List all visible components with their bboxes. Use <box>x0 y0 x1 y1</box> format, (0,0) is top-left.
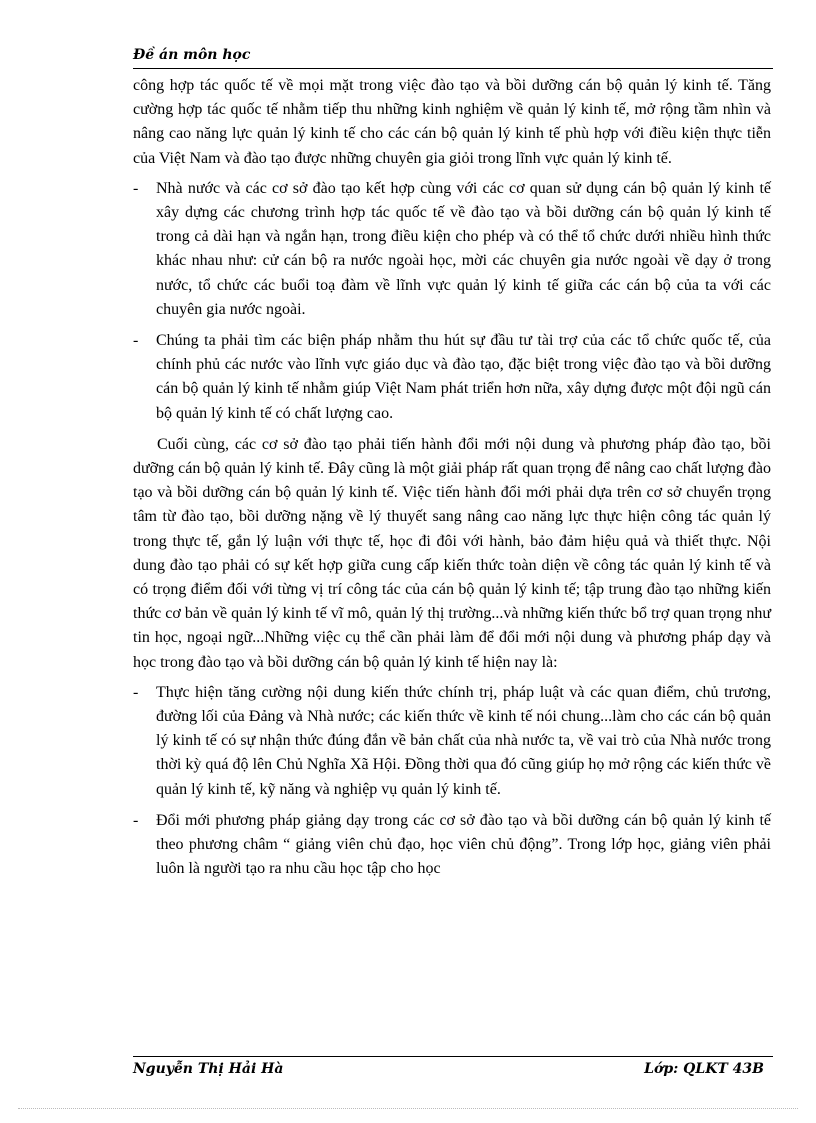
list-item-text: Chúng ta phải tìm các biện pháp nhằm thu hút sự đầu tư tài trợ của các tổ chức quốc tế, của chính phủ các nước vào lĩnh vực giáo dục và đào tạo, đặc biệt trong việc đào tạo và bồi dưỡng cán bộ quản lý kinh tế nhằm giúp Việt Nam phát triển hơn nữa, xây dựng được một đội ngũ cán bộ quản lý kinh tế có chất lượng cao. <box>156 332 771 422</box>
list-item-text: Thực hiện tăng cường nội dung kiến thức chính trị, pháp luật và các quan điểm, chủ trương, đường lối của Đảng và Nhà nước; các kiến thức về kinh tế nói chung...làm cho các cán bộ quản lý kinh tế có sự nhận thức đúng đắn về bản chất của nhà nước ta, về vai trò của Nhà nước trong thời kỳ quá độ lên Chủ Nghĩa Xã Hội. Đồng thời qua đó cũng giúp họ mở rộng các kiến thức về quản lý kinh tế, kỹ năng và nghiệp vụ quản lý kinh tế. <box>156 683 771 798</box>
bullet-dash: - <box>133 811 139 829</box>
list-item <box>133 681 771 802</box>
document-body <box>133 74 771 889</box>
list-item <box>133 809 771 882</box>
list-item-text: Nhà nước và các cơ sở đào tạo kết hợp cùng với các cơ quan sử dụng cán bộ quản lý kinh tế xây dựng các chương trình hợp tác quốc tế về đào tạo và bồi dưỡng cán bộ quản lý kinh tế trong cả dài hạn và ngắn hạn, trong điều kiện cho phép và có thể tổ chức dưới nhiều hình thức khác nhau như: cử cán bộ ra nước ngoài học, mời các chuyên gia nước ngoài về dạy ở trong nước, tổ chức các buổi toạ đàm về lĩnh vực quản lý kinh tế giữa các cán bộ của ta với các chuyên gia nước ngoài. <box>156 179 771 318</box>
list-item <box>133 329 771 426</box>
bullet-dash: - <box>133 683 139 701</box>
header-divider <box>133 68 773 69</box>
bullet-dash: - <box>133 179 139 197</box>
footer-author: Nguyễn Thị Hải Hà <box>133 1061 284 1077</box>
header-title: Đề án môn học <box>133 47 251 63</box>
bullet-dash: - <box>133 332 139 350</box>
footer-divider <box>133 1056 773 1057</box>
footer-class: Lớp: QLKT 43B <box>644 1061 764 1077</box>
paragraph-main: Cuối cùng, các cơ sở đào tạo phải tiến hành đổi mới nội dung và phương pháp đào tạo, bồi dưỡng cán bộ quản lý kinh tế. Đây cũng là một giải pháp rất quan trọng để nâng cao chất lượng đào tạo và bồi dưỡng cán bộ quản lý kinh tế. Việc tiến hành đổi mới phải dựa trên cơ sở chuyển trọng tâm từ đào tạo, bồi dưỡng nặng về lý thuyết sang nâng cao năng lực thực hiện công tác quản lý trong thực tế, gắn lý luận với thực tế, học đi đôi với hành, bảo đảm hiệu quả và thiết thực. Nội dung đào tạo phải có sự kết hợp giữa cung cấp kiến thức toàn diện về công tác quản lý kinh tế và có trọng điểm đối với từng vị trí công tác của cán bộ quản lý kinh tế; tập trung đào tạo những kiến thức cơ bản về quản lý kinh tế vĩ mô, quản lý thị trường...và những kiến thức bổ trợ quan trọng như tin học, ngoại ngữ...Những việc cụ thể cần phải làm để đổi mới nội dung và phương pháp dạy và học trong đào tạo và bồi dưỡng cán bộ quản lý kinh tế hiện nay là: <box>133 435 771 671</box>
list-item-text: Đổi mới phương pháp giảng dạy trong các cơ sở đào tạo và bồi dưỡng cán bộ quản lý kinh tế theo phương châm “ giảng viên chủ đạo, học viên chủ động”. Trong lớp học, giảng viên phải luôn là người tạo ra nhu cầu học tập cho học <box>156 811 771 878</box>
page-bottom-border <box>18 1108 798 1109</box>
list-item <box>133 177 771 322</box>
paragraph-intro: công hợp tác quốc tế về mọi mặt trong việc đào tạo và bồi dưỡng cán bộ quản lý kinh tế. Tăng cường hợp tác quốc tế nhằm tiếp thu những kinh nghiệm về quản lý kinh tế, mở rộng tầm nhìn và nâng cao năng lực quản lý kinh tế cho các cán bộ quản lý kinh tế phù hợp với điều kiện thực tiễn của Việt Nam và đào tạo được những chuyên gia giỏi trong lĩnh vực quản lý kinh tế. <box>133 77 771 167</box>
